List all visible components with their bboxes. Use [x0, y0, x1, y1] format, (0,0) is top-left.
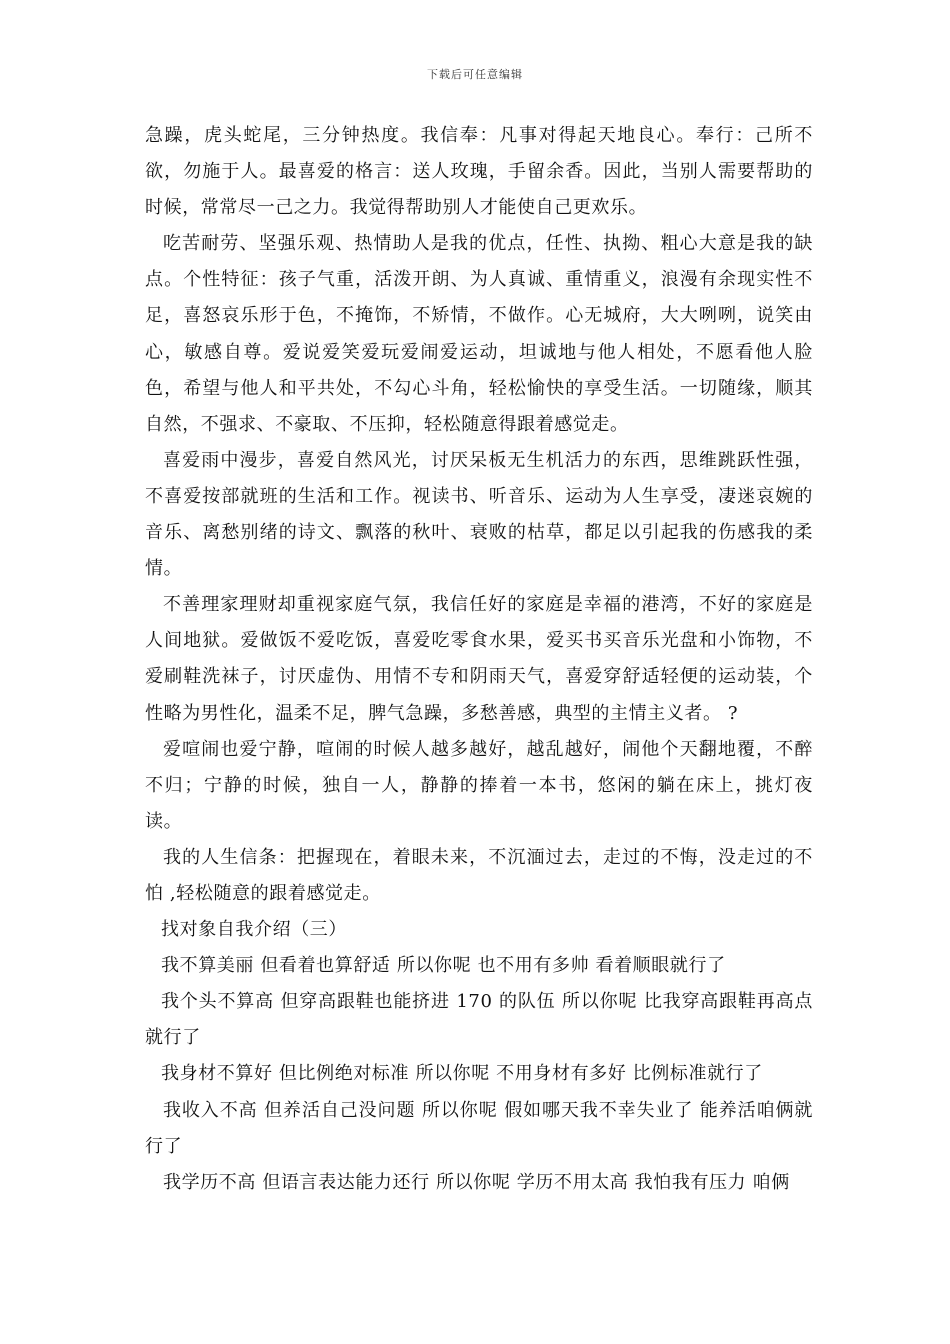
paragraph: 急躁，虎头蛇尾，三分钟热度。我信奉：凡事对得起天地良心。奉行：己所不欲，勿施于人。最喜爱的格言：送人玫瑰，手留余香。因此，当别人需要帮助的时候，常常尽一己之力。我觉得帮助别人才能使自己更欢乐。	[145, 125, 813, 219]
paragraph: 喜爱雨中漫步，喜爱自然风光，讨厌呆板无生机活力的东西，思维跳跃性强，不喜爱按部就班的生活和工作。视读书、听音乐、运动为人生享受，凄迷哀婉的音乐、离愁别绪的诗文、飘落的秋叶、衰败的枯草，都足以引起我的伤感我的柔情。	[145, 449, 813, 580]
paragraph: 我学历不高 但语言表达能力还行 所以你呢 学历不用太高 我怕我有压力 咱俩	[163, 1171, 790, 1193]
paragraph: 我的人生信条：把握现在，着眼未来，不沉湎过去，走过的不悔，没走过的不怕 ,轻松随意的跟着感觉走。	[145, 846, 813, 904]
paragraph: 吃苦耐劳、坚强乐观、热情助人是我的优点，任性、执拗、粗心大意是我的缺点。个性特征：孩子气重，活泼开朗、为人真诚、重情重义，浪漫有余现实性不足，喜怒哀乐形于色，不掩饰，不矫情，不做作。心无城府，大大咧咧，说笑由心，敏感自尊。爱说爱笑爱玩爱闹爱运动，坦诚地与他人相处，不愿看他人脸色，希望与他人和平共处，不勾心斗角，轻松愉快的享受生活。一切随缘，顺其自然，不强求、不豪取、不压抑，轻松随意得跟着感觉走。	[145, 233, 813, 435]
document-body	[145, 118, 813, 1201]
paragraph: 爱喧闹也爱宁静，喧闹的时候人越多越好，越乱越好，闹他个天翻地覆，不醉不归；宁静的时候，独自一人，静静的捧着一本书，悠闲的躺在床上，挑灯夜读。	[145, 738, 813, 832]
paragraph: 我个头不算高 但穿高跟鞋也能挤进 170 的队伍 所以你呢 比我穿高跟鞋再高点就行了	[145, 991, 813, 1049]
paragraph: 我不算美丽 但看着也算舒适 所以你呢 也不用有多帅 看着顺眼就行了	[161, 955, 726, 977]
section-heading: 找对象自我介绍（三）	[161, 919, 347, 941]
page-header: 下载后可任意编辑	[427, 68, 523, 81]
paragraph: 我身材不算好 但比例绝对标准 所以你呢 不用身材有多好 比例标准就行了	[161, 1063, 763, 1085]
paragraph: 我收入不高 但养活自己没问题 所以你呢 假如哪天我不幸失业了 能养活咱俩就行了	[145, 1099, 813, 1157]
paragraph: 不善理家理财却重视家庭气氛，我信任好的家庭是幸福的港湾，不好的家庭是人间地狱。爱做饭不爱吃饭，喜爱吃零食水果，爱买书买音乐光盘和小饰物，不爱刷鞋洗袜子，讨厌虚伪、用情不专和阴雨天气，喜爱穿舒适轻便的运动装，个性略为男性化，温柔不足，脾气急躁，多愁善感，典型的主情主义者。 ?	[145, 594, 813, 724]
